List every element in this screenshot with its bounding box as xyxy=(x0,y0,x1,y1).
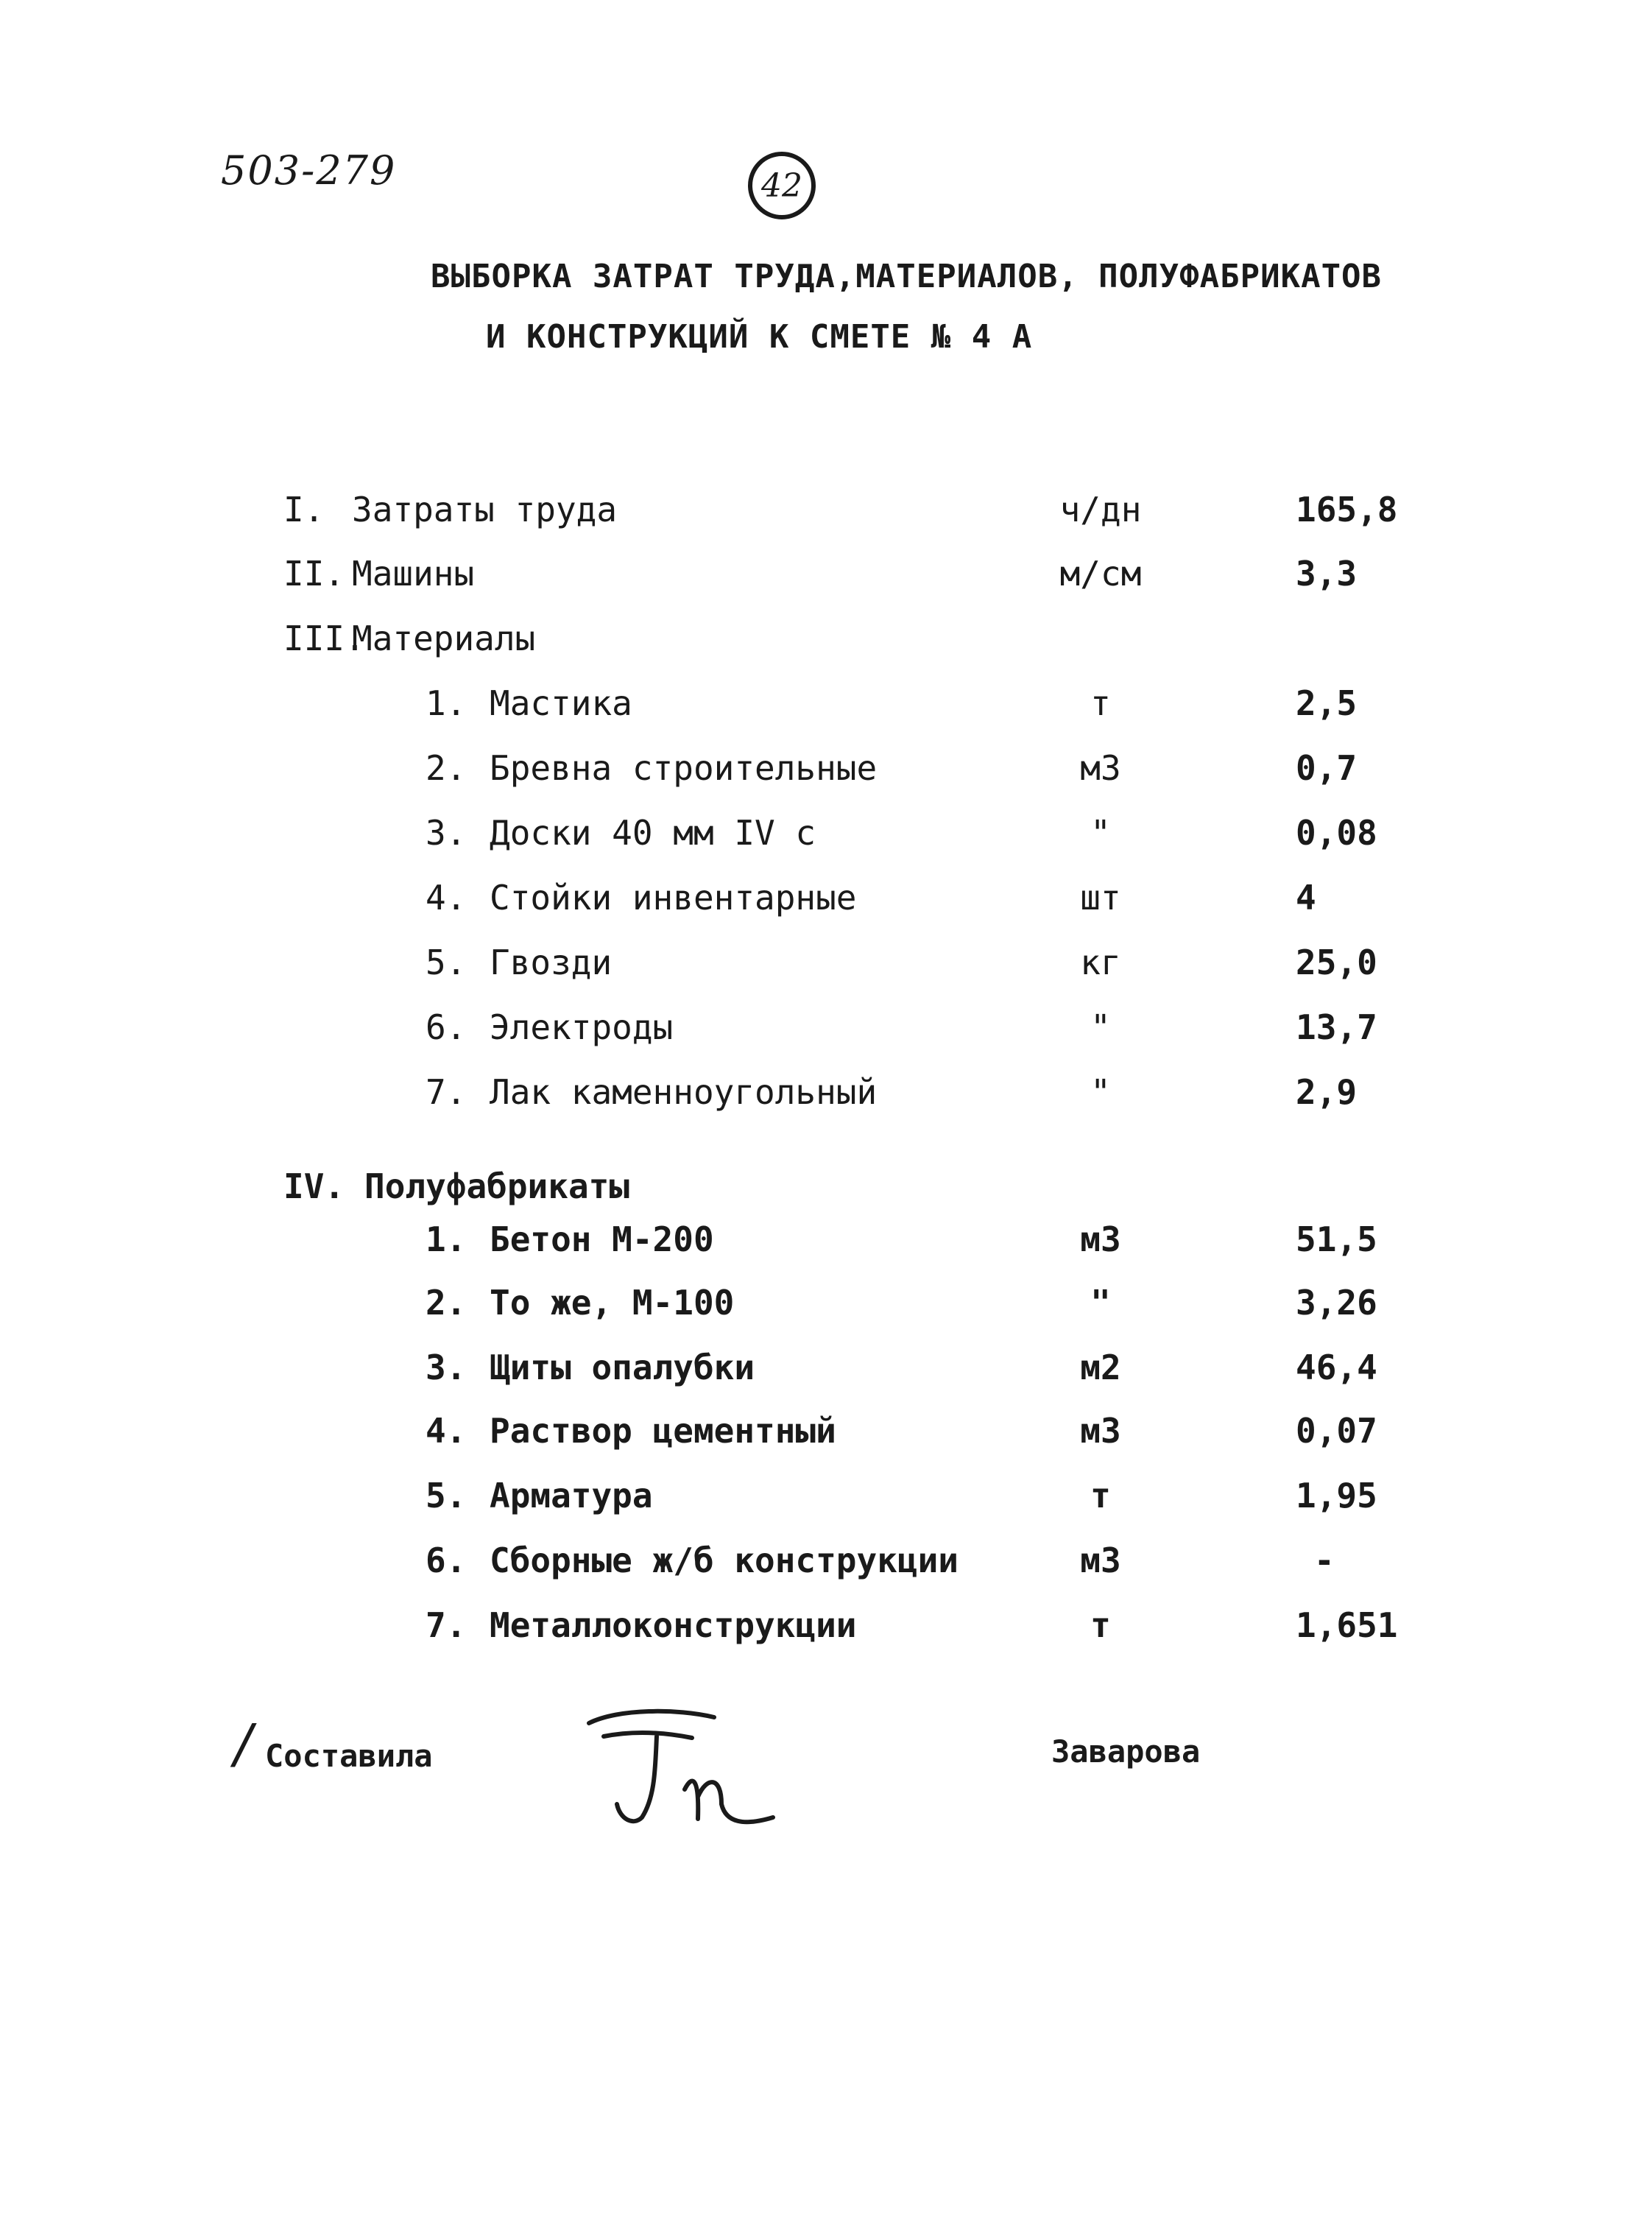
row-name: Стойки инвентарные xyxy=(490,878,857,918)
labor-row xyxy=(0,490,1652,541)
row-value: 0,08 xyxy=(1296,813,1377,853)
materials-heading-row xyxy=(0,619,1652,670)
row-unit: т xyxy=(1090,683,1111,723)
semi-item-row xyxy=(0,1605,1652,1657)
row-value: 3,26 xyxy=(1296,1283,1377,1323)
row-name: Сборные ж/б конструкции xyxy=(490,1541,959,1580)
row-number: 3. xyxy=(426,813,467,853)
material-item-row xyxy=(0,683,1652,735)
row-number: 7. xyxy=(426,1072,467,1112)
row-name: Бетон М-200 xyxy=(490,1219,714,1259)
row-value: 3,3 xyxy=(1296,554,1358,594)
row-unit: т xyxy=(1090,1476,1111,1515)
row-number: 6. xyxy=(426,1541,467,1580)
row-value: 4 xyxy=(1296,878,1316,918)
row-value: 2,5 xyxy=(1296,683,1358,723)
compiled-by-label: Составила xyxy=(265,1738,433,1774)
row-name: То же, М-100 xyxy=(490,1283,735,1323)
row-unit: м3 xyxy=(1080,748,1121,788)
row-name: Машины xyxy=(352,554,475,594)
row-number: III. xyxy=(283,619,365,658)
material-item-row xyxy=(0,1007,1652,1059)
row-name: Полуфабрикаты xyxy=(364,1166,630,1206)
row-number: 7. xyxy=(426,1605,467,1645)
row-value: 1,95 xyxy=(1296,1476,1377,1515)
row-unit: м3 xyxy=(1080,1411,1121,1451)
row-number: 6. xyxy=(426,1007,467,1047)
row-name: Электроды xyxy=(490,1007,674,1047)
material-item-row xyxy=(0,943,1652,994)
row-name: Доски 40 мм IV с xyxy=(490,813,816,853)
row-value: 51,5 xyxy=(1296,1219,1377,1259)
row-number: 2. xyxy=(426,748,467,788)
footer-slash: / xyxy=(234,1713,253,1775)
row-number: 5. xyxy=(426,943,467,982)
row-number: IV. xyxy=(283,1166,345,1206)
row-name: Мастика xyxy=(490,683,632,723)
row-value: - xyxy=(1314,1541,1335,1580)
row-unit: " xyxy=(1090,1072,1111,1112)
semi-heading-row xyxy=(0,1166,1652,1218)
row-value: 1,651 xyxy=(1296,1605,1398,1645)
handwritten-signature xyxy=(574,1694,795,1834)
row-number: 2. xyxy=(426,1283,467,1323)
row-number: 3. xyxy=(426,1348,467,1387)
row-name: Затраты труда xyxy=(352,490,618,529)
row-unit: м/см xyxy=(1059,554,1142,594)
semi-item-row xyxy=(0,1411,1652,1462)
row-unit: м2 xyxy=(1080,1348,1121,1387)
machines-row xyxy=(0,554,1652,605)
material-item-row xyxy=(0,878,1652,929)
row-name: Гвозди xyxy=(490,943,613,982)
row-value: 25,0 xyxy=(1296,943,1377,982)
document-code: 503-279 xyxy=(221,147,397,194)
row-name: Арматура xyxy=(490,1476,653,1515)
row-unit: " xyxy=(1090,1007,1111,1047)
row-name: Щиты опалубки xyxy=(490,1348,755,1387)
semi-item-row xyxy=(0,1283,1652,1334)
row-name: Бревна строительные xyxy=(490,748,878,788)
row-name: Раствор цементный xyxy=(490,1411,836,1451)
page-number: 42 xyxy=(761,166,802,205)
row-name: Металлоконструкции xyxy=(490,1605,857,1645)
row-unit: шт xyxy=(1080,878,1121,918)
material-item-row xyxy=(0,813,1652,865)
row-value: 0,07 xyxy=(1296,1411,1377,1451)
row-unit: ч/дн xyxy=(1059,490,1142,529)
semi-item-row xyxy=(0,1541,1652,1592)
row-number: I. xyxy=(283,490,325,529)
semi-item-row xyxy=(0,1348,1652,1399)
row-name: Лак каменноугольный xyxy=(490,1072,878,1112)
row-name: Материалы xyxy=(352,619,536,658)
row-unit: " xyxy=(1090,813,1111,853)
row-unit: м3 xyxy=(1080,1219,1121,1259)
row-unit: " xyxy=(1090,1283,1111,1323)
semi-item-row xyxy=(0,1219,1652,1271)
row-unit: м3 xyxy=(1080,1541,1121,1580)
semi-item-row xyxy=(0,1476,1652,1527)
row-value: 0,7 xyxy=(1296,748,1358,788)
row-value: 2,9 xyxy=(1296,1072,1358,1112)
row-value: 165,8 xyxy=(1296,490,1398,529)
row-number: 5. xyxy=(426,1476,467,1515)
material-item-row xyxy=(0,1072,1652,1124)
document-title-line-2: И КОНСТРУКЦИЙ К СМЕТЕ № 4 А xyxy=(486,318,1033,356)
row-unit: т xyxy=(1090,1605,1111,1645)
row-number: 4. xyxy=(426,878,467,918)
material-item-row xyxy=(0,748,1652,800)
row-value: 46,4 xyxy=(1296,1348,1377,1387)
row-value: 13,7 xyxy=(1296,1007,1377,1047)
compiler-name: Заварова xyxy=(1051,1733,1201,1770)
row-unit: кг xyxy=(1080,943,1121,982)
row-number: II. xyxy=(283,554,345,594)
row-number: 1. xyxy=(426,683,467,723)
row-number: 4. xyxy=(426,1411,467,1451)
row-number: 1. xyxy=(426,1219,467,1259)
document-title-line-1: ВЫБОРКА ЗАТРАТ ТРУДА,МАТЕРИАЛОВ, ПОЛУФАБРИКАТОВ xyxy=(431,258,1383,295)
page-number-stamp xyxy=(748,152,816,219)
